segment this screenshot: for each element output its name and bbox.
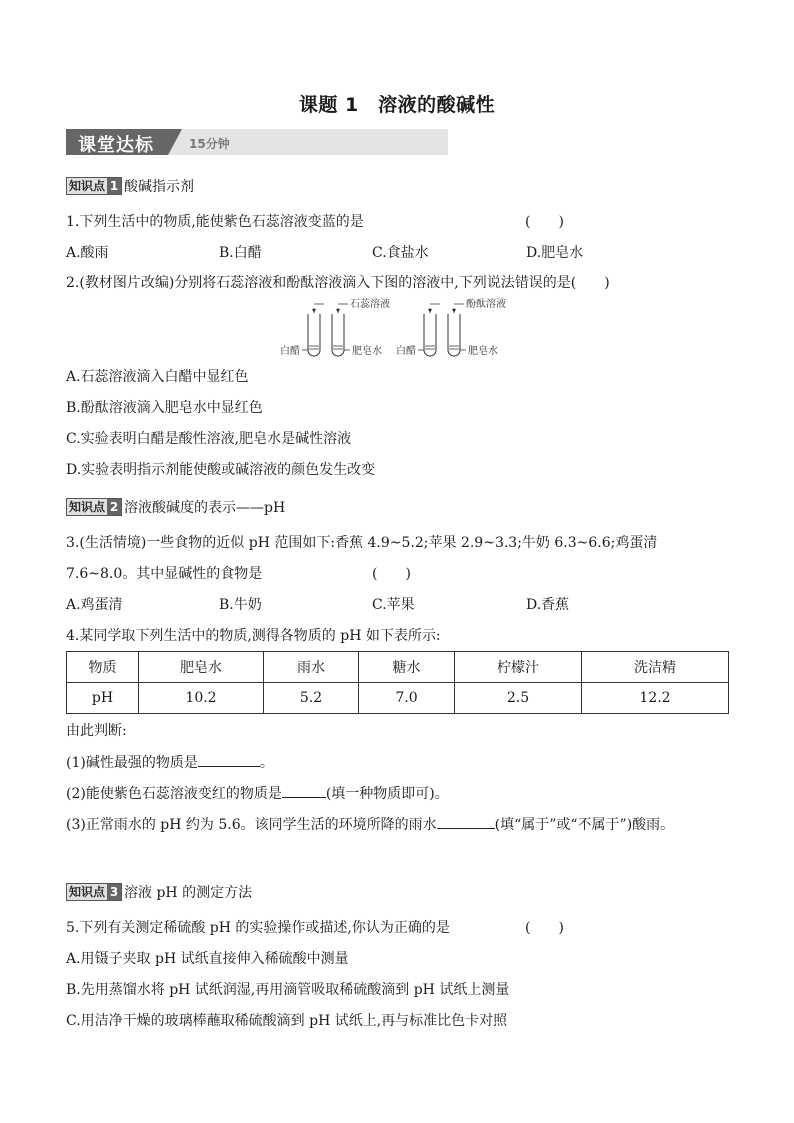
table-cell: 糖水 <box>359 652 455 683</box>
answer-blank-3[interactable] <box>437 814 495 829</box>
table-cell: 肥皂水 <box>139 652 264 683</box>
question-1-stem: 1.下列生活中的物质,能使紫色石蕊溶液变蓝的是 <box>66 214 364 230</box>
question-1-paren: ( ) <box>525 214 564 230</box>
question-3-options <box>66 595 766 615</box>
question-2-option-a[interactable]: A.石蕊溶液滴入白醋中显红色 <box>66 369 249 385</box>
question-4-stem: 4.某同学取下列生活中的物质,测得各物质的 pH 如下表所示: <box>66 628 441 644</box>
option-d[interactable]: D.肥皂水 <box>526 245 584 261</box>
question-5-option-c[interactable]: C.用洁净干燥的玻璃棒蘸取稀硫酸滴到 pH 试纸上,再与标准比色卡对照 <box>66 1013 508 1029</box>
test-tube-1 <box>308 314 320 356</box>
knowledge-label: 酸碱指示剂 <box>124 179 195 195</box>
option-a[interactable]: A.酸雨 <box>66 245 109 261</box>
option-b[interactable]: B.牛奶 <box>219 597 262 613</box>
answer-blank-1[interactable] <box>198 752 260 767</box>
option-c[interactable]: C.苹果 <box>372 597 415 613</box>
ph-table <box>66 651 729 714</box>
question-2-option-c[interactable]: C.实验表明白醋是酸性溶液,肥皂水是碱性溶液 <box>66 431 352 447</box>
question-4-sub-2: (2)能使紫色石蕊溶液变红的物质是 (填一种物质即可)。 <box>66 783 449 804</box>
knowledge-label: 溶液酸碱度的表示——pH <box>124 500 286 516</box>
question-5-option-a[interactable]: A.用镊子夹取 pH 试纸直接伸入稀硫酸中测量 <box>66 951 349 967</box>
soap-label-1: 肥皂水 <box>352 346 382 357</box>
test-tube-2 <box>332 314 344 356</box>
knowledge-badge: 知识点 3 <box>66 883 122 901</box>
table-cell: 物质 <box>67 652 139 683</box>
question-3-line-1: 3.(生活情境)一些食物的近似 pH 范围如下:香蕉 4.9~5.2;苹果 2.9~3.3;牛奶 6.3~6.6;鸡蛋清 <box>66 535 658 551</box>
table-row <box>67 683 729 714</box>
knowledge-point-3 <box>66 882 252 902</box>
question-5-option-b[interactable]: B.先用蒸馏水将 pH 试纸润湿,再用滴管吸取稀硫酸滴到 pH 试纸上测量 <box>66 982 510 998</box>
table-cell: pH <box>67 683 139 714</box>
table-cell: 柠檬汁 <box>455 652 582 683</box>
test-tube-3 <box>424 314 436 356</box>
table-header-row <box>67 652 729 683</box>
question-4-sub-1: (1)碱性最强的物质是 。 <box>66 752 274 773</box>
question-4-sub-3: (3)正常雨水的 pH 约为 5.6。该同学生活的环境所降的雨水 (填“属于”或“不属于”)酸雨。 <box>66 814 674 835</box>
knowledge-point-2 <box>66 497 285 517</box>
table-cell: 5.2 <box>264 683 359 714</box>
vinegar-label-1: 白醋 <box>280 346 300 357</box>
question-2-option-b[interactable]: B.酚酞溶液滴入肥皂水中显红色 <box>66 400 263 416</box>
question-4-judge: 由此判断: <box>66 723 127 739</box>
banner-time: 15分钟 <box>189 137 230 151</box>
phenolphthalein-label: 酚酞溶液 <box>466 299 506 310</box>
question-3-line-2: 7.6~8.0。其中显碱性的食物是 <box>66 566 263 582</box>
question-2-stem: 2.(教材图片改编)分别将石蕊溶液和酚酞溶液滴入下图的溶液中,下列说法错误的是( ) <box>66 275 610 291</box>
question-1-options <box>66 243 766 263</box>
question-5-stem: 5.下列有关测定稀硫酸 pH 的实验操作或描述,你认为正确的是 <box>66 920 450 936</box>
table-cell: 2.5 <box>455 683 582 714</box>
litmus-label: 石蕊溶液 <box>350 299 390 310</box>
table-cell: 10.2 <box>139 683 264 714</box>
option-b[interactable]: B.白醋 <box>219 245 262 261</box>
question-2-option-d[interactable]: D.实验表明指示剂能使酸或碱溶液的颜色发生改变 <box>66 462 376 478</box>
banner-label: 课堂达标 <box>78 135 154 156</box>
test-tube-figure <box>280 294 520 364</box>
answer-blank-2[interactable] <box>282 783 326 798</box>
question-3-paren: ( ) <box>372 566 411 582</box>
knowledge-badge: 知识点 1 <box>66 177 122 195</box>
table-cell: 7.0 <box>359 683 455 714</box>
option-c[interactable]: C.食盐水 <box>372 245 429 261</box>
table-cell: 雨水 <box>264 652 359 683</box>
knowledge-label: 溶液 pH 的测定方法 <box>124 885 253 901</box>
option-d[interactable]: D.香蕉 <box>526 597 570 613</box>
vinegar-label-2: 白醋 <box>396 346 416 357</box>
soap-label-2: 肥皂水 <box>468 346 498 357</box>
test-tube-4 <box>448 314 460 356</box>
table-cell: 12.2 <box>582 683 729 714</box>
table-cell: 洗洁精 <box>582 652 729 683</box>
knowledge-badge: 知识点 2 <box>66 498 122 516</box>
knowledge-point-1 <box>66 176 194 196</box>
page-title: 课题 1 溶液的酸碱性 <box>298 94 496 116</box>
question-5-paren: ( ) <box>525 920 564 936</box>
option-a[interactable]: A.鸡蛋清 <box>66 597 123 613</box>
